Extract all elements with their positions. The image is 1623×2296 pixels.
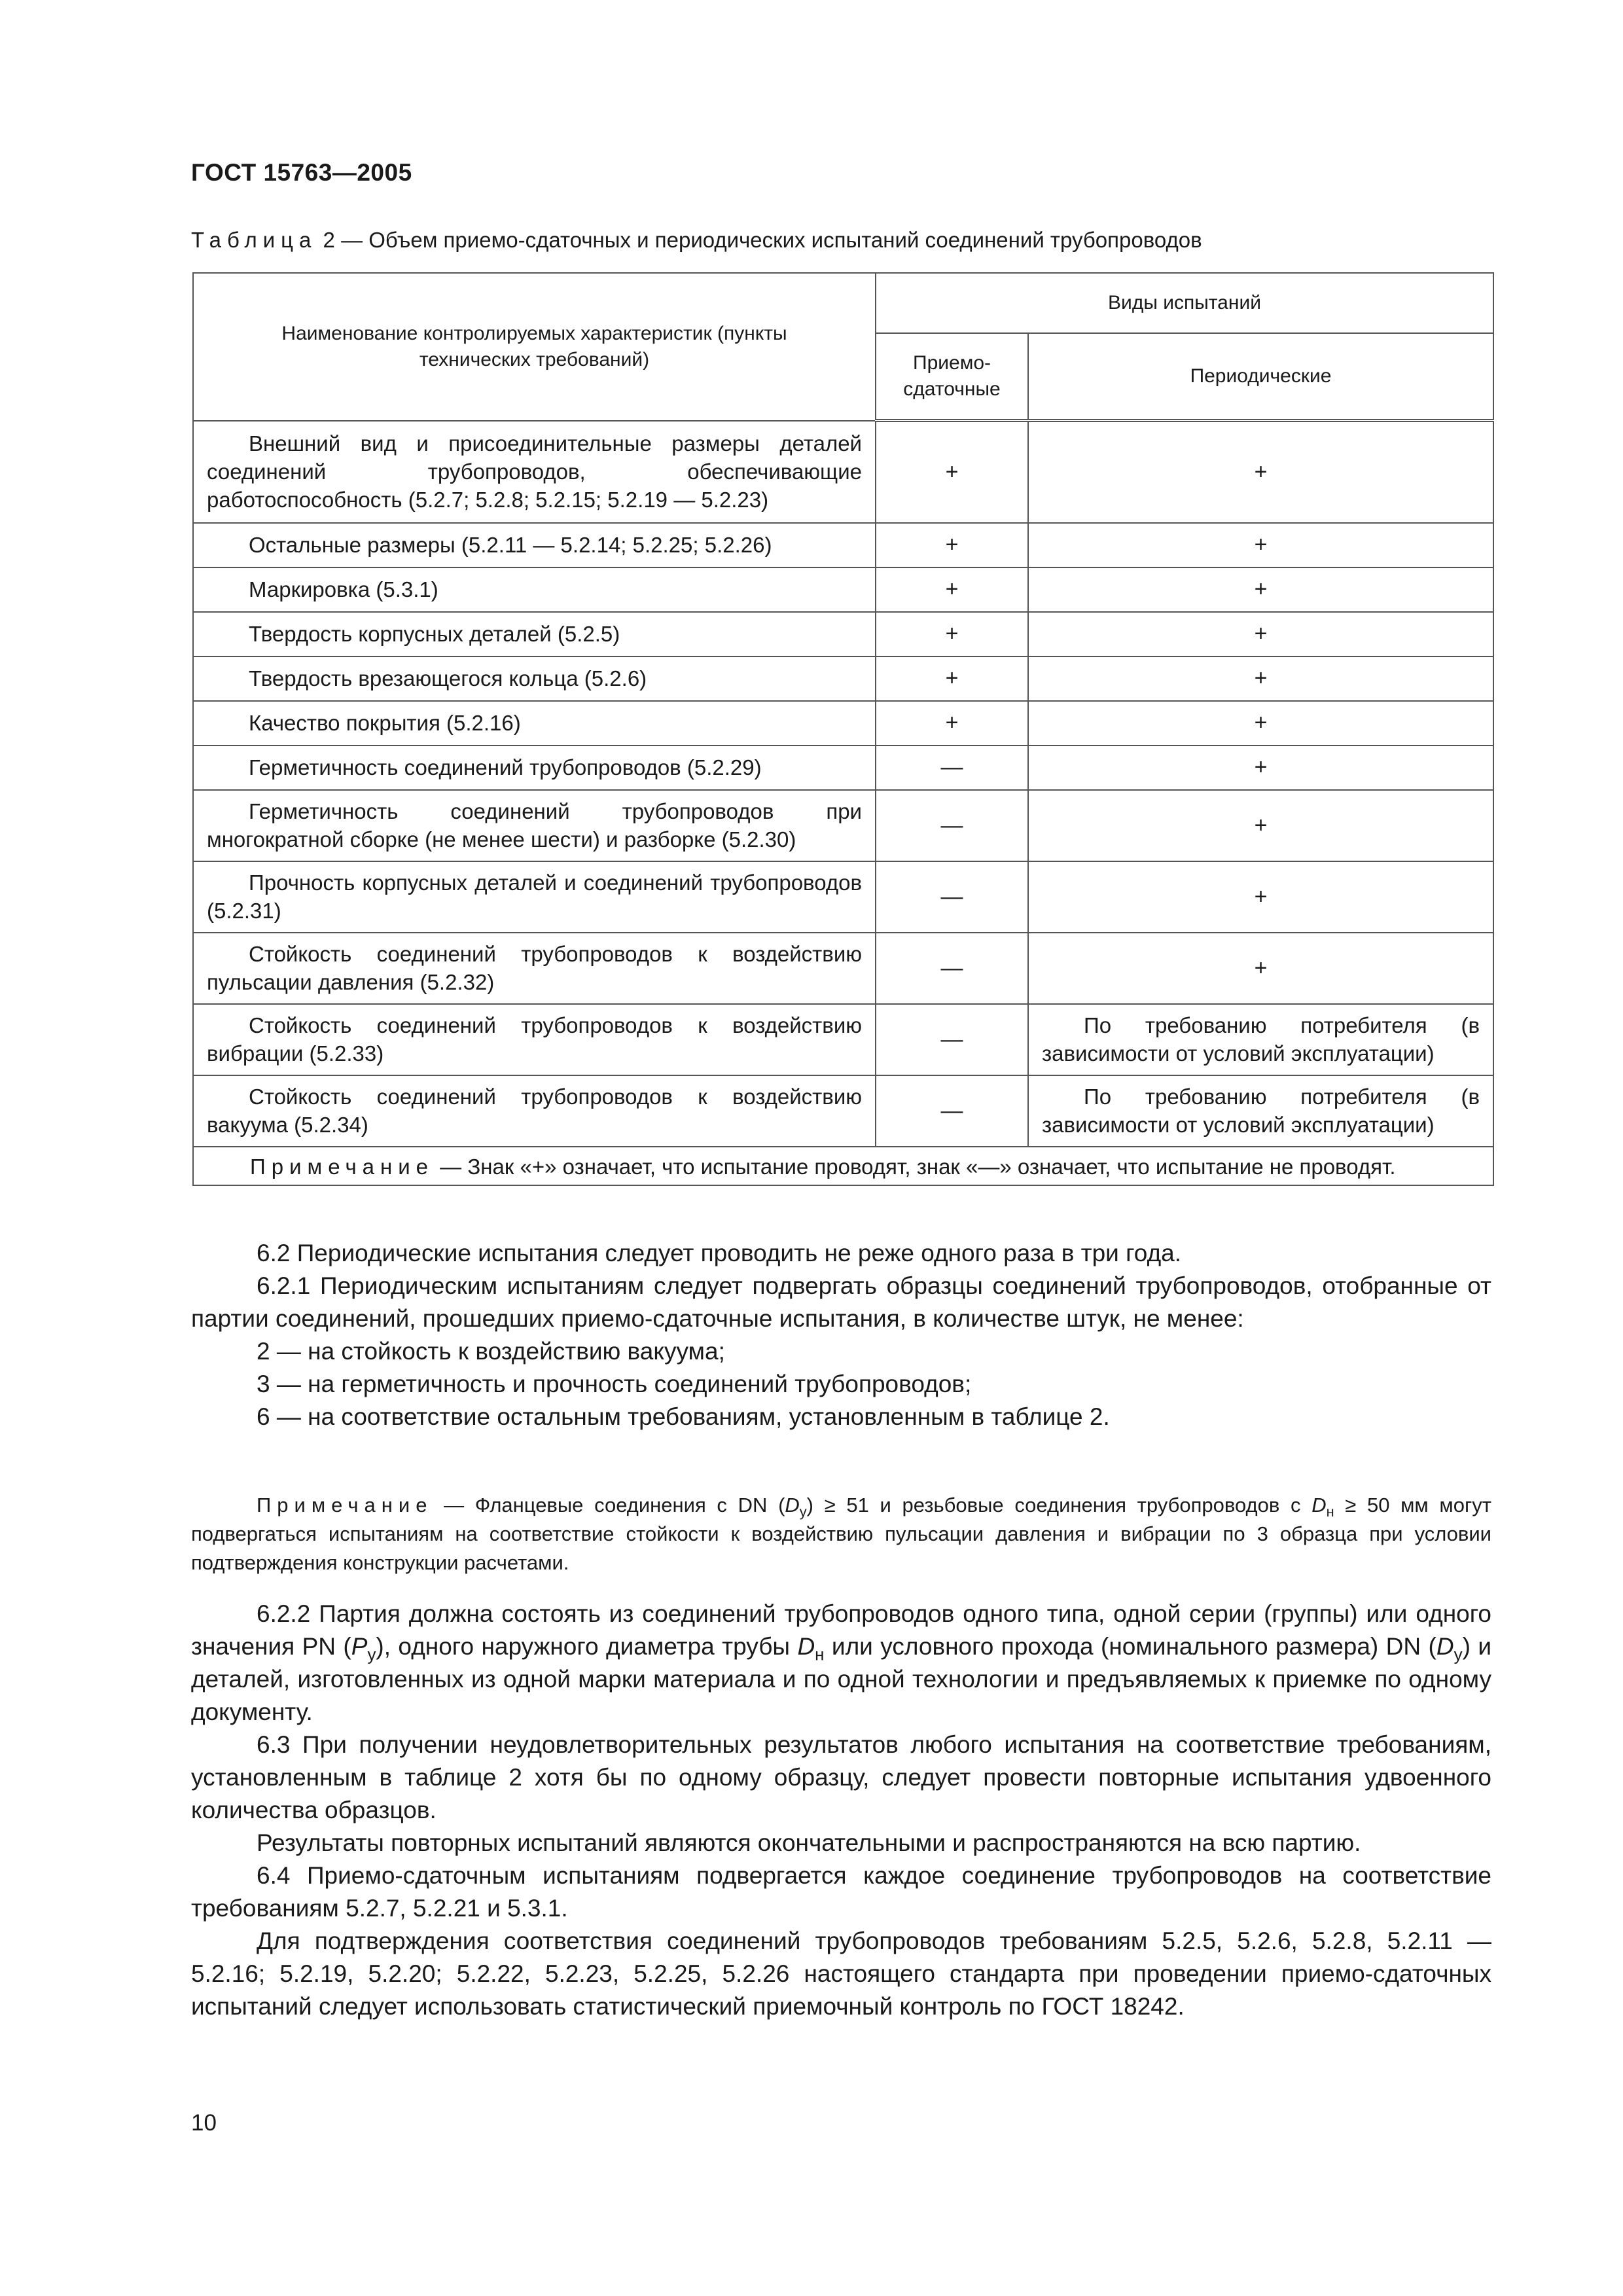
row-periodic: + bbox=[1028, 745, 1493, 790]
table-row bbox=[193, 861, 1493, 933]
row-acceptance: — bbox=[876, 1004, 1028, 1075]
table-note: Примечание — Знак «+» означает, что испытание проводят, знак «—» означает, что испытание не проводят. bbox=[193, 1147, 1493, 1185]
paragraph-6-3-b: Результаты повторных испытаний являются окончательными и распространяются на всю партию. bbox=[257, 1829, 1361, 1856]
table-caption-label: Таблица bbox=[191, 228, 317, 252]
row-name: Остальные размеры (5.2.11 — 5.2.14; 5.2.25; 5.2.26) bbox=[193, 523, 876, 567]
paragraph-6-4-b: Для подтверждения соответствия соединений трубопроводов требованиям 5.2.5, 5.2.6, 5.2.8, 5.2.11 — 5.2.16; 5.2.19, 5.2.20; 5.2.22, 5.2.23, 5.2.25, 5.2.26 настоящего стандарта при проведении приемо-сдаточных испытаний следует использовать статистический приемочный контроль по ГОСТ 18242. bbox=[191, 1928, 1491, 2020]
table-row bbox=[193, 421, 1493, 523]
row-periodic: + bbox=[1028, 612, 1493, 656]
header-characteristics: Наименование контролируемых характеристик (пункты технических требований) bbox=[193, 273, 876, 421]
row-name: Внешний вид и присоединительные размеры деталей соединений трубопроводов, обеспечивающие работоспособность (5.2.7; 5.2.8; 5.2.15; 5.2.19 — 5.2.23) bbox=[193, 421, 876, 523]
paragraph-6-2-2: 6.2.2 Партия должна состоять из соединений трубопроводов одного типа, одной серии (группы) или одного значения PN $(P_у)$, одного наружного диаметра трубы $D_н$ или условного прохода (номинального размера) DN $(D_у)$ и деталей, изготовленных из одной марки материала и по одной технологии и предъявляемых к приемке по одному документу. bbox=[191, 1600, 1492, 1725]
row-name: Стойкость соединений трубопроводов к воздействию вакуума (5.2.34) bbox=[193, 1075, 876, 1147]
table-row bbox=[193, 1004, 1493, 1075]
row-acceptance: — bbox=[876, 933, 1028, 1004]
note-6-2-1 bbox=[191, 1491, 1491, 1577]
table-note-row bbox=[193, 1147, 1493, 1185]
paragraph-6-4: 6.4 Приемо-сдаточным испытаниям подвергается каждое соединение трубопроводов на соответствие требованиям 5.2.7, 5.2.21 и 5.3.1. bbox=[191, 1862, 1491, 1922]
row-name: Стойкость соединений трубопроводов к воздействию пульсации давления (5.2.32) bbox=[193, 933, 876, 1004]
tests-table bbox=[192, 272, 1494, 1186]
row-periodic: + bbox=[1028, 523, 1493, 567]
row-acceptance: — bbox=[876, 861, 1028, 933]
row-periodic: По требованию потребителя (в зависимости от условий эксплуатации) bbox=[1028, 1075, 1493, 1147]
section-6-2 bbox=[191, 1237, 1491, 1433]
row-periodic: + bbox=[1028, 567, 1493, 612]
table-row bbox=[193, 1075, 1493, 1147]
row-name: Маркировка (5.3.1) bbox=[193, 567, 876, 612]
row-periodic: + bbox=[1028, 656, 1493, 701]
row-acceptance: + bbox=[876, 523, 1028, 567]
row-periodic: + bbox=[1028, 933, 1493, 1004]
table-caption bbox=[191, 228, 1202, 253]
page-number: 10 bbox=[191, 2110, 217, 2136]
list-item: 6 — на соответствие остальным требованиям, установленным в таблице 2. bbox=[257, 1403, 1110, 1430]
table-row bbox=[193, 612, 1493, 656]
paragraph-6-3: 6.3 При получении неудовлетворительных результатов любого испытания на соответствие требованиям, установленным в таблице 2 хотя бы по одному образцу, следует провести повторные испытания удвоенного количества образцов. bbox=[191, 1731, 1491, 1823]
row-periodic: + bbox=[1028, 701, 1493, 745]
row-name: Твердость врезающегося кольца (5.2.6) bbox=[193, 656, 876, 701]
row-periodic: + bbox=[1028, 790, 1493, 861]
header-periodic: Периодические bbox=[1028, 333, 1493, 421]
table-row bbox=[193, 933, 1493, 1004]
document-id: ГОСТ 15763—2005 bbox=[191, 159, 412, 186]
table-row bbox=[193, 701, 1493, 745]
list-item: 2 — на стойкость к воздействию вакуума; bbox=[257, 1338, 725, 1365]
table-row bbox=[193, 656, 1493, 701]
row-acceptance: + bbox=[876, 567, 1028, 612]
paragraph-6-2-1: 6.2.1 Периодическим испытаниям следует подвергать образцы соединений трубопроводов, отобранные от партии соединений, прошедших приемо-сдаточные испытания, в количестве штук, не менее: bbox=[191, 1272, 1491, 1332]
row-acceptance: + bbox=[876, 656, 1028, 701]
paragraph-6-2: 6.2 Периодические испытания следует проводить не реже одного раза в три года. bbox=[257, 1240, 1182, 1266]
row-acceptance: + bbox=[876, 612, 1028, 656]
table-row bbox=[193, 567, 1493, 612]
row-periodic: По требованию потребителя (в зависимости от условий эксплуатации) bbox=[1028, 1004, 1493, 1075]
row-acceptance: + bbox=[876, 421, 1028, 523]
row-name: Герметичность соединений трубопроводов (5.2.29) bbox=[193, 745, 876, 790]
note-text: Примечание — Фланцевые соединения с DN $(D_у) \ge 51$ и резьбовые соединения трубопроводов с $D_н \ge 50$ мм могут подвергаться испытаниям на соответствие стойкости к воздействию пульсации давления и вибрации по 3 образца при условии подтверждения конструкции расчетами. bbox=[191, 1494, 1491, 1574]
section-6-2-2 bbox=[191, 1598, 1491, 2023]
table-row bbox=[193, 745, 1493, 790]
row-name: Герметичность соединений трубопроводов при многократной сборке (не менее шести) и разборке (5.2.30) bbox=[193, 790, 876, 861]
list-item: 3 — на герметичность и прочность соединений трубопроводов; bbox=[257, 1371, 972, 1397]
header-test-types: Виды испытаний bbox=[876, 273, 1493, 333]
table-row bbox=[193, 790, 1493, 861]
row-name: Твердость корпусных деталей (5.2.5) bbox=[193, 612, 876, 656]
row-acceptance: — bbox=[876, 790, 1028, 861]
table-caption-text: 2 — Объем приемо-сдаточных и периодических испытаний соединений трубопроводов bbox=[317, 228, 1202, 252]
row-periodic: + bbox=[1028, 421, 1493, 523]
row-name: Прочность корпусных деталей и соединений трубопроводов (5.2.31) bbox=[193, 861, 876, 933]
row-name: Стойкость соединений трубопроводов к воздействию вибрации (5.2.33) bbox=[193, 1004, 876, 1075]
row-periodic: + bbox=[1028, 861, 1493, 933]
row-acceptance: — bbox=[876, 745, 1028, 790]
header-acceptance: Приемо-сдаточные bbox=[876, 333, 1028, 421]
row-name: Качество покрытия (5.2.16) bbox=[193, 701, 876, 745]
row-acceptance: — bbox=[876, 1075, 1028, 1147]
row-acceptance: + bbox=[876, 701, 1028, 745]
table-row bbox=[193, 523, 1493, 567]
